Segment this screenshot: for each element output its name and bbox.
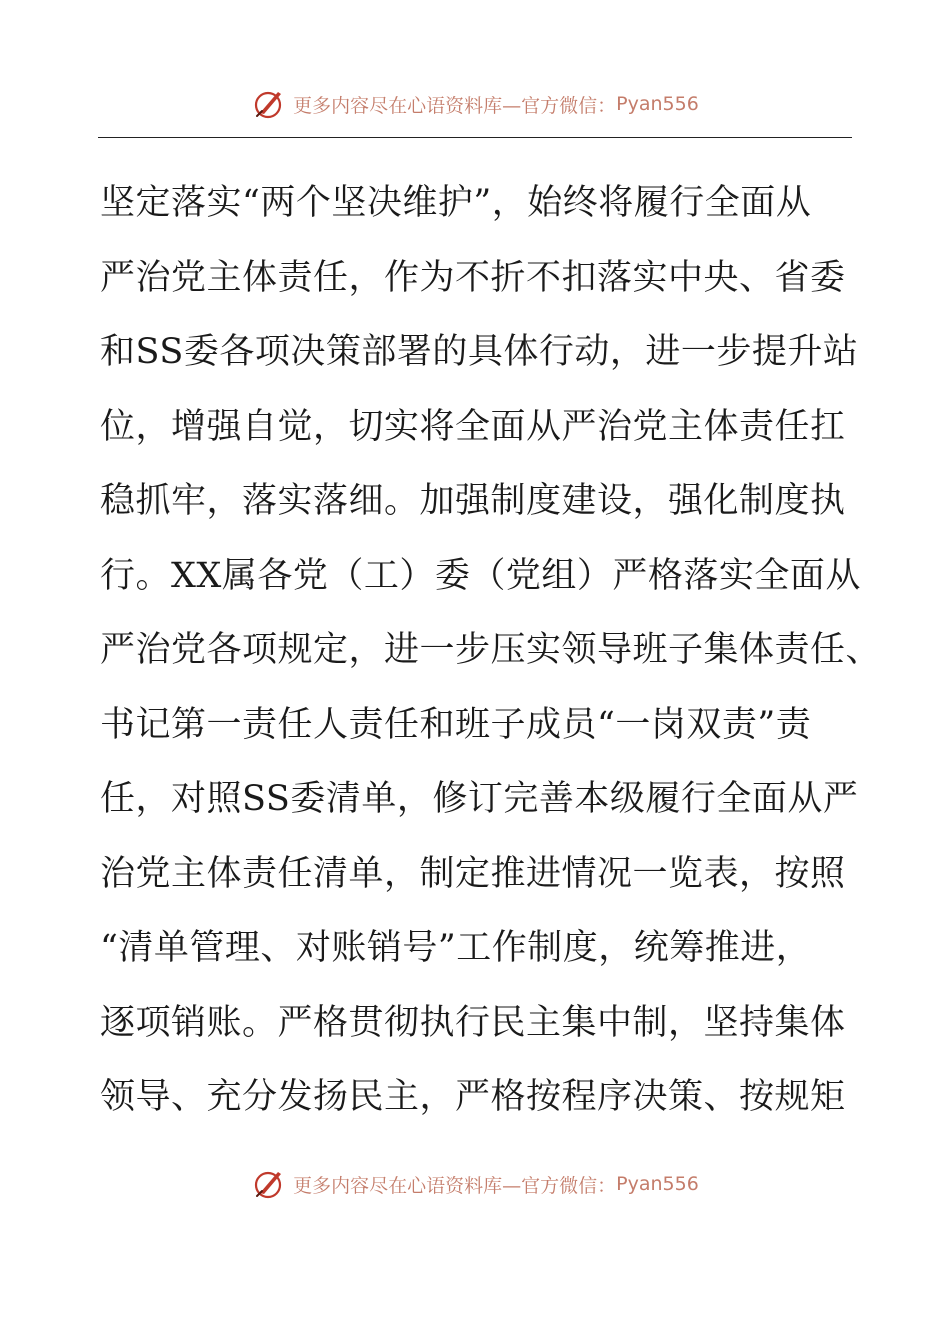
text-line: 位，增强自觉，切实将全面从严治党主体责任扛 bbox=[100, 406, 846, 447]
text-line: 坚定落实“两个坚决维护”，始终将履行全面从 bbox=[100, 183, 812, 223]
watermark-text: 更多内容尽在心语资料库—官方微信： bbox=[293, 1174, 617, 1197]
footer-watermark bbox=[0, 1162, 950, 1206]
watermark-text: 更多内容尽在心语资料库—官方微信： bbox=[293, 94, 617, 117]
text-line: “清单管理、对账销号”工作制度，统筹推进， bbox=[100, 928, 812, 968]
quill-logo-icon bbox=[251, 86, 287, 122]
text-line: 行。XX属各党（工）委（党组）严格落实全面从 bbox=[100, 555, 861, 596]
watermark-wechat-id: Pyan556 bbox=[616, 93, 699, 115]
text-line: 严治党主体责任，作为不折不扣落实中央、省委 bbox=[100, 257, 846, 298]
text-line: 领导、充分发扬民主，严格按程序决策、按规矩 bbox=[100, 1077, 846, 1117]
text-line: 稳抓牢，落实落细。加强制度建设，强化制度执 bbox=[100, 481, 846, 521]
document-body bbox=[100, 166, 882, 1135]
text-line: 书记第一责任人责任和班子成员“一岗双责”责 bbox=[100, 704, 812, 745]
header-divider bbox=[98, 137, 852, 138]
header-watermark bbox=[0, 82, 950, 126]
text-line: 任，对照SS委清单，修订完善本级履行全面从严 bbox=[100, 779, 859, 819]
text-line: 治党主体责任清单，制定推进情况一览表，按照 bbox=[100, 853, 846, 894]
watermark-wechat-id: Pyan556 bbox=[616, 1173, 699, 1195]
quill-logo-icon bbox=[251, 1166, 287, 1202]
text-line: 严治党各项规定，进一步压实领导班子集体责任、 bbox=[100, 630, 882, 670]
text-line: 和SS委各项决策部署的具体行动，进一步提升站 bbox=[100, 332, 859, 372]
text-line: 逐项销账。严格贯彻执行民主集中制，坚持集体 bbox=[100, 1002, 846, 1043]
